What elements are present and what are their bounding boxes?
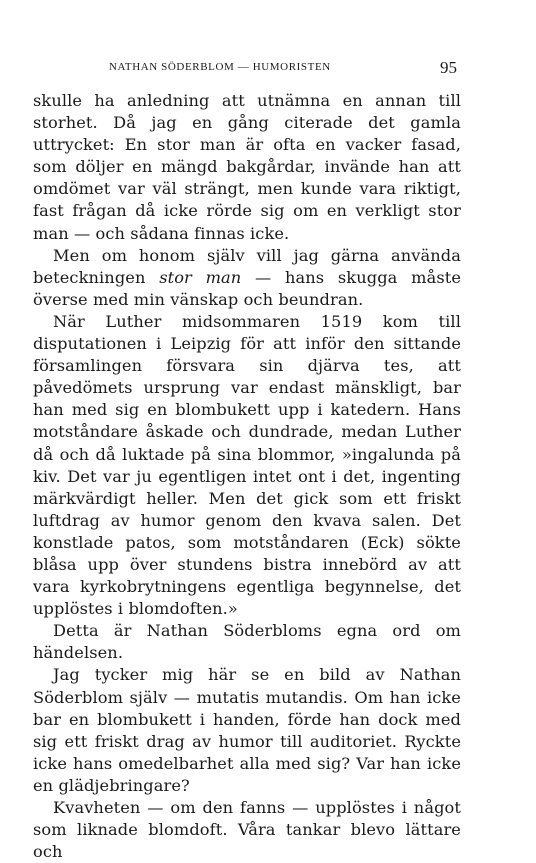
paragraph-2-start: Men om honom själv vill jag gärna använda beteckningen <box>33 245 461 287</box>
emphasis-stor-man: stor man <box>159 267 242 287</box>
paragraph-3: När Luther midsommaren 1519 kom till disputationen i Leipzig för att inför den sittande församlingen försvara sin djärva tes, att påvedömets ursprung var endast mänskligt, bar han med sig en blombukett upp i katedern. Hans motståndare åskade och dundrade, medan Luther då och då luktade på sina blommor, »ingalunda på kiv. Det var ju egentligen intet ont i det, ingenting märkvärdigt heller. Men det gick som ett friskt luftdrag av humor genom den kvava salen. Det konstlade patos, som motståndaren (Eck) sökte blåsa upp över stundens bistra innebörd av att vara kyrkobrytningens egentliga begynnelse, det upplöstes i blomdoften.» <box>33 311 461 619</box>
running-header <box>33 58 461 82</box>
paragraph-4: Detta är Nathan Söderbloms egna ord om händelsen. <box>33 621 461 663</box>
body-text <box>33 90 461 863</box>
paragraph-5: Jag tycker mig här se en bild av Nathan Söderblom själv — mutatis mutandis. Om han icke bar en blombukett i handen, förde han dock med sig ett friskt drag av humor till auditoriet. Ryckte icke hans omedelbarhet alla med sig? Var han icke en glädjebringare? <box>33 665 461 795</box>
running-title: NATHAN SÖDERBLOM — HUMORISTEN <box>109 61 331 73</box>
page-number: 95 <box>440 58 457 77</box>
paragraph-6: Kvavheten — om den fanns — upplöstes i något som liknade blomdoft. Våra tankar blevo lättare och <box>33 798 461 862</box>
paragraph-2 <box>33 245 461 311</box>
paragraph-1: skulle ha anledning att utnämna en annan till storhet. Då jag en gång citerade det gamla uttrycket: En stor man är ofta en vacker fasad, som döljer en mängd bakgårdar, invände han att omdömet var väl strängt, men kunde vara riktigt, fast frågan då icke rörde sig om en verkligt stor man — och sådana finnas icke. <box>33 91 461 243</box>
paragraph-2-end: — hans skugga måste överse med min vänskap och beundran. <box>33 267 462 309</box>
book-page <box>33 58 461 863</box>
